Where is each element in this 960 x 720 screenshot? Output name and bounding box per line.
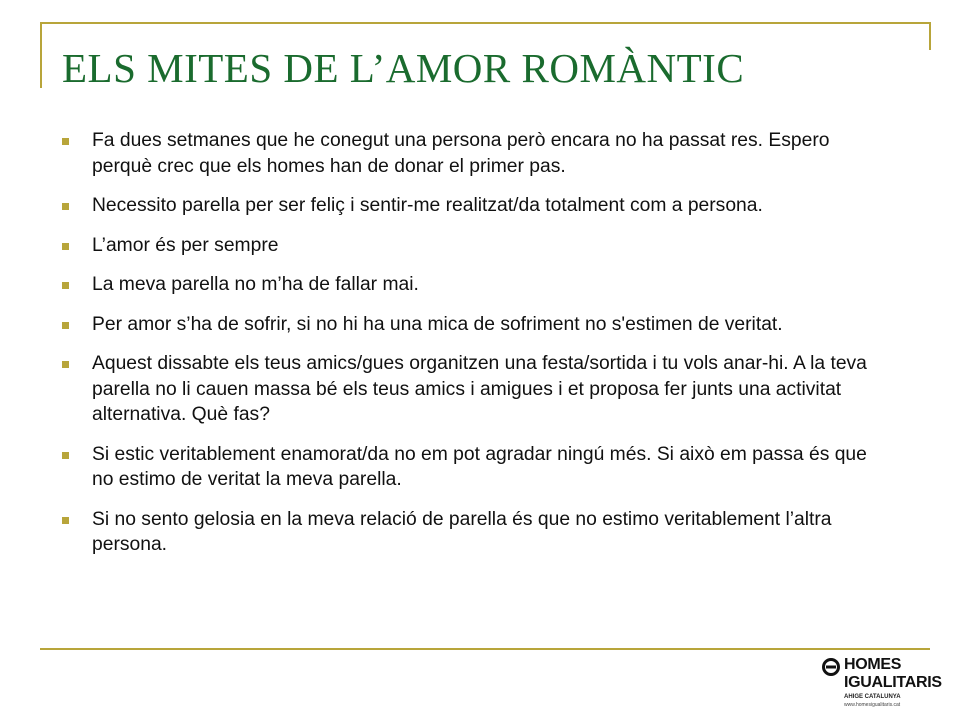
square-bullet-icon <box>62 138 69 145</box>
bullet-item <box>62 128 892 179</box>
bullet-item <box>62 442 892 493</box>
bullet-item <box>62 312 892 338</box>
square-bullet-icon <box>62 243 69 250</box>
bullet-text: La meva parella no m’ha de fallar mai. <box>92 274 419 295</box>
bullet-item <box>62 193 892 219</box>
frame-bottom-rule <box>40 648 930 650</box>
logo-subtitle: AHIGE CATALUNYA <box>844 694 901 700</box>
bullet-item <box>62 351 892 428</box>
bullet-text: Aquest dissabte els teus amics/gues organitzen una festa/sortida i tu vols anar-hi. A la teva parella no li cauen massa bé els teus amics i amigues i et proposa fer junts una activitat alternativa. Què fas? <box>92 353 867 425</box>
bullet-text: L’amor és per sempre <box>92 234 279 256</box>
homes-igualitaris-logo <box>822 656 952 712</box>
square-bullet-icon <box>62 282 69 289</box>
square-bullet-icon <box>62 203 69 210</box>
frame-left-rule <box>40 22 42 88</box>
slide-title: ELS MITES DE L’AMOR ROMÀNTIC <box>62 45 745 91</box>
bullet-item <box>62 233 892 259</box>
frame-right-rule <box>929 22 931 50</box>
logo-line-1: HOMES <box>844 656 902 673</box>
square-bullet-icon <box>62 322 69 329</box>
logo-symbol-icon <box>822 658 840 676</box>
bullet-item <box>62 507 892 558</box>
bullet-item <box>62 272 892 298</box>
square-bullet-icon <box>62 452 69 459</box>
square-bullet-icon <box>62 361 69 368</box>
logo-url: www.homesigualitaris.cat <box>844 702 901 708</box>
bullet-text: Per amor s’ha de sofrir, si no hi ha una mica de sofriment no s'estimen de veritat. <box>92 313 783 335</box>
square-bullet-icon <box>62 517 69 524</box>
bullet-text: Necessito parella per ser feliç i sentir-me realitzat/da totalment com a persona. <box>92 195 763 216</box>
bullet-text: Si no sento gelosia en la meva relació de parella és que no estimo veritablement l’altra persona. <box>92 508 832 555</box>
logo-line-2: IGUALITARIS <box>844 674 942 691</box>
bullet-text: Fa dues setmanes que he conegut una persona però encara no ha passat res. Espero perquè crec que els homes han de donar el primer pas. <box>92 130 830 177</box>
bullet-list <box>62 128 892 572</box>
bullet-text: Si estic veritablement enamorat/da no em pot agradar ningú més. Si això em passa és que no estimo de veritat la meva parella. <box>92 443 867 490</box>
frame-top-rule <box>40 22 930 24</box>
